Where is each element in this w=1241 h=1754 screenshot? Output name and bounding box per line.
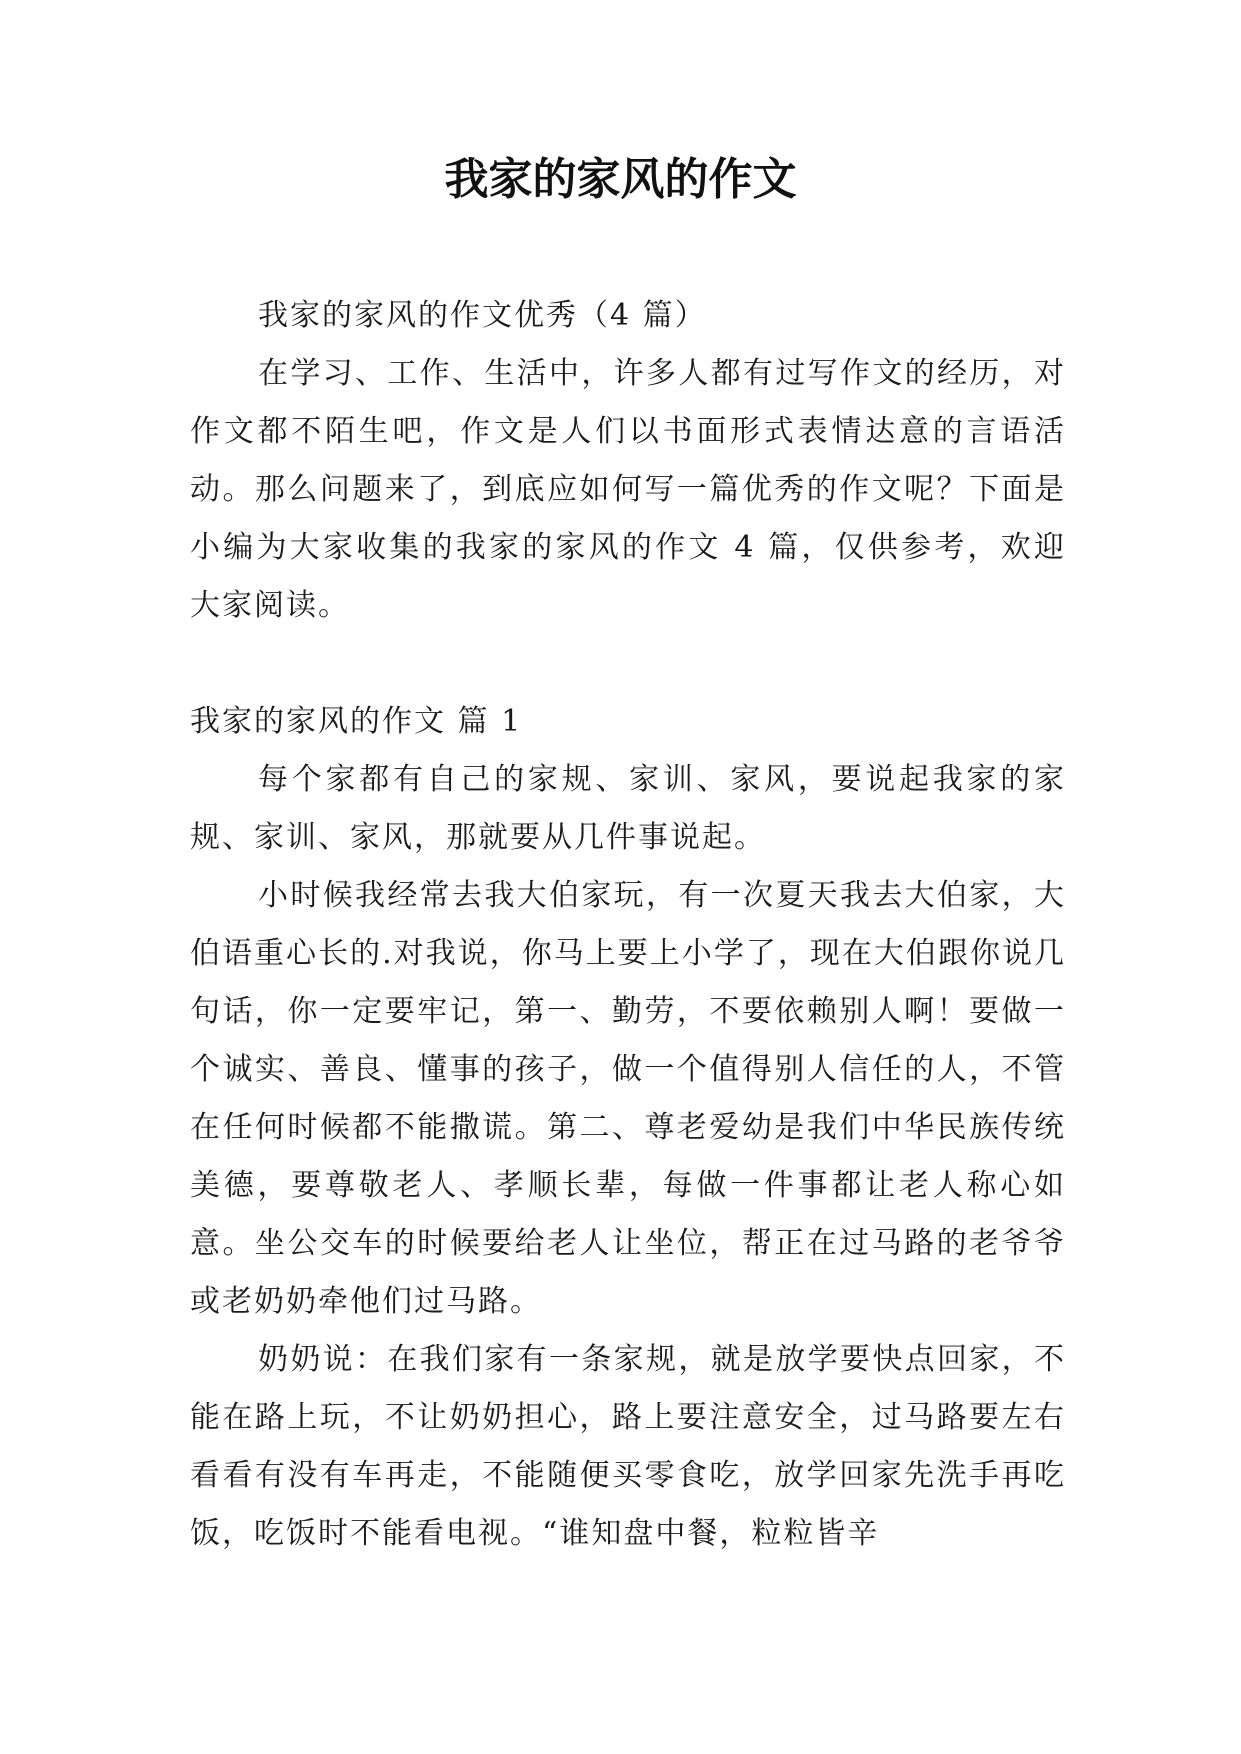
- document-subtitle: 我家的家风的作文优秀（4 篇）: [258, 298, 707, 333]
- document-body: [190, 287, 1066, 1563]
- document-title: 我家的家风的作文: [444, 154, 797, 205]
- section-spacer: [190, 635, 1066, 693]
- body-paragraph: 每个家都有自己的家规、家训、家风，要说起我家的家规、家训、家风，那就要从几件事说起。: [190, 762, 1066, 855]
- body-paragraph: 小时候我经常去我大伯家玩，有一次夏天我去大伯家，大伯语重心长的.对我说，你马上要上小学了，现在大伯跟你说几句话，你一定要牢记，第一、勤劳，不要依赖别人啊！要做一个诚实、善良、懂事的孩子，做一个值得别人信任的人，不管在任何时候都不能撒谎。第二、尊老爱幼是我们中华民族传统美德，要尊敬老人、孝顺长辈，每做一件事都让老人称心如意。坐公交车的时候要给老人让坐位，帮正在过马路的老爷爷或老奶奶牵他们过马路。: [190, 878, 1066, 1319]
- section-heading: 我家的家风的作文 篇 1: [190, 704, 523, 739]
- intro-paragraph: 在学习、工作、生活中，许多人都有过写作文的经历，对作文都不陌生吧，作文是人们以书面形式表情达意的言语活动。那么问题来了，到底应如何写一篇优秀的作文呢？下面是小编为大家收集的我家的家风的作文 4 篇，仅供参考，欢迎大家阅读。: [190, 356, 1066, 623]
- body-paragraph: 奶奶说：在我们家有一条家规，就是放学要快点回家，不能在路上玩，不让奶奶担心，路上要注意安全，过马路要左右看看有没有车再走，不能随便买零食吃，放学回家先洗手再吃饭，吃饭时不能看电视。“谁知盘中餐，粒粒皆辛: [190, 1342, 1066, 1551]
